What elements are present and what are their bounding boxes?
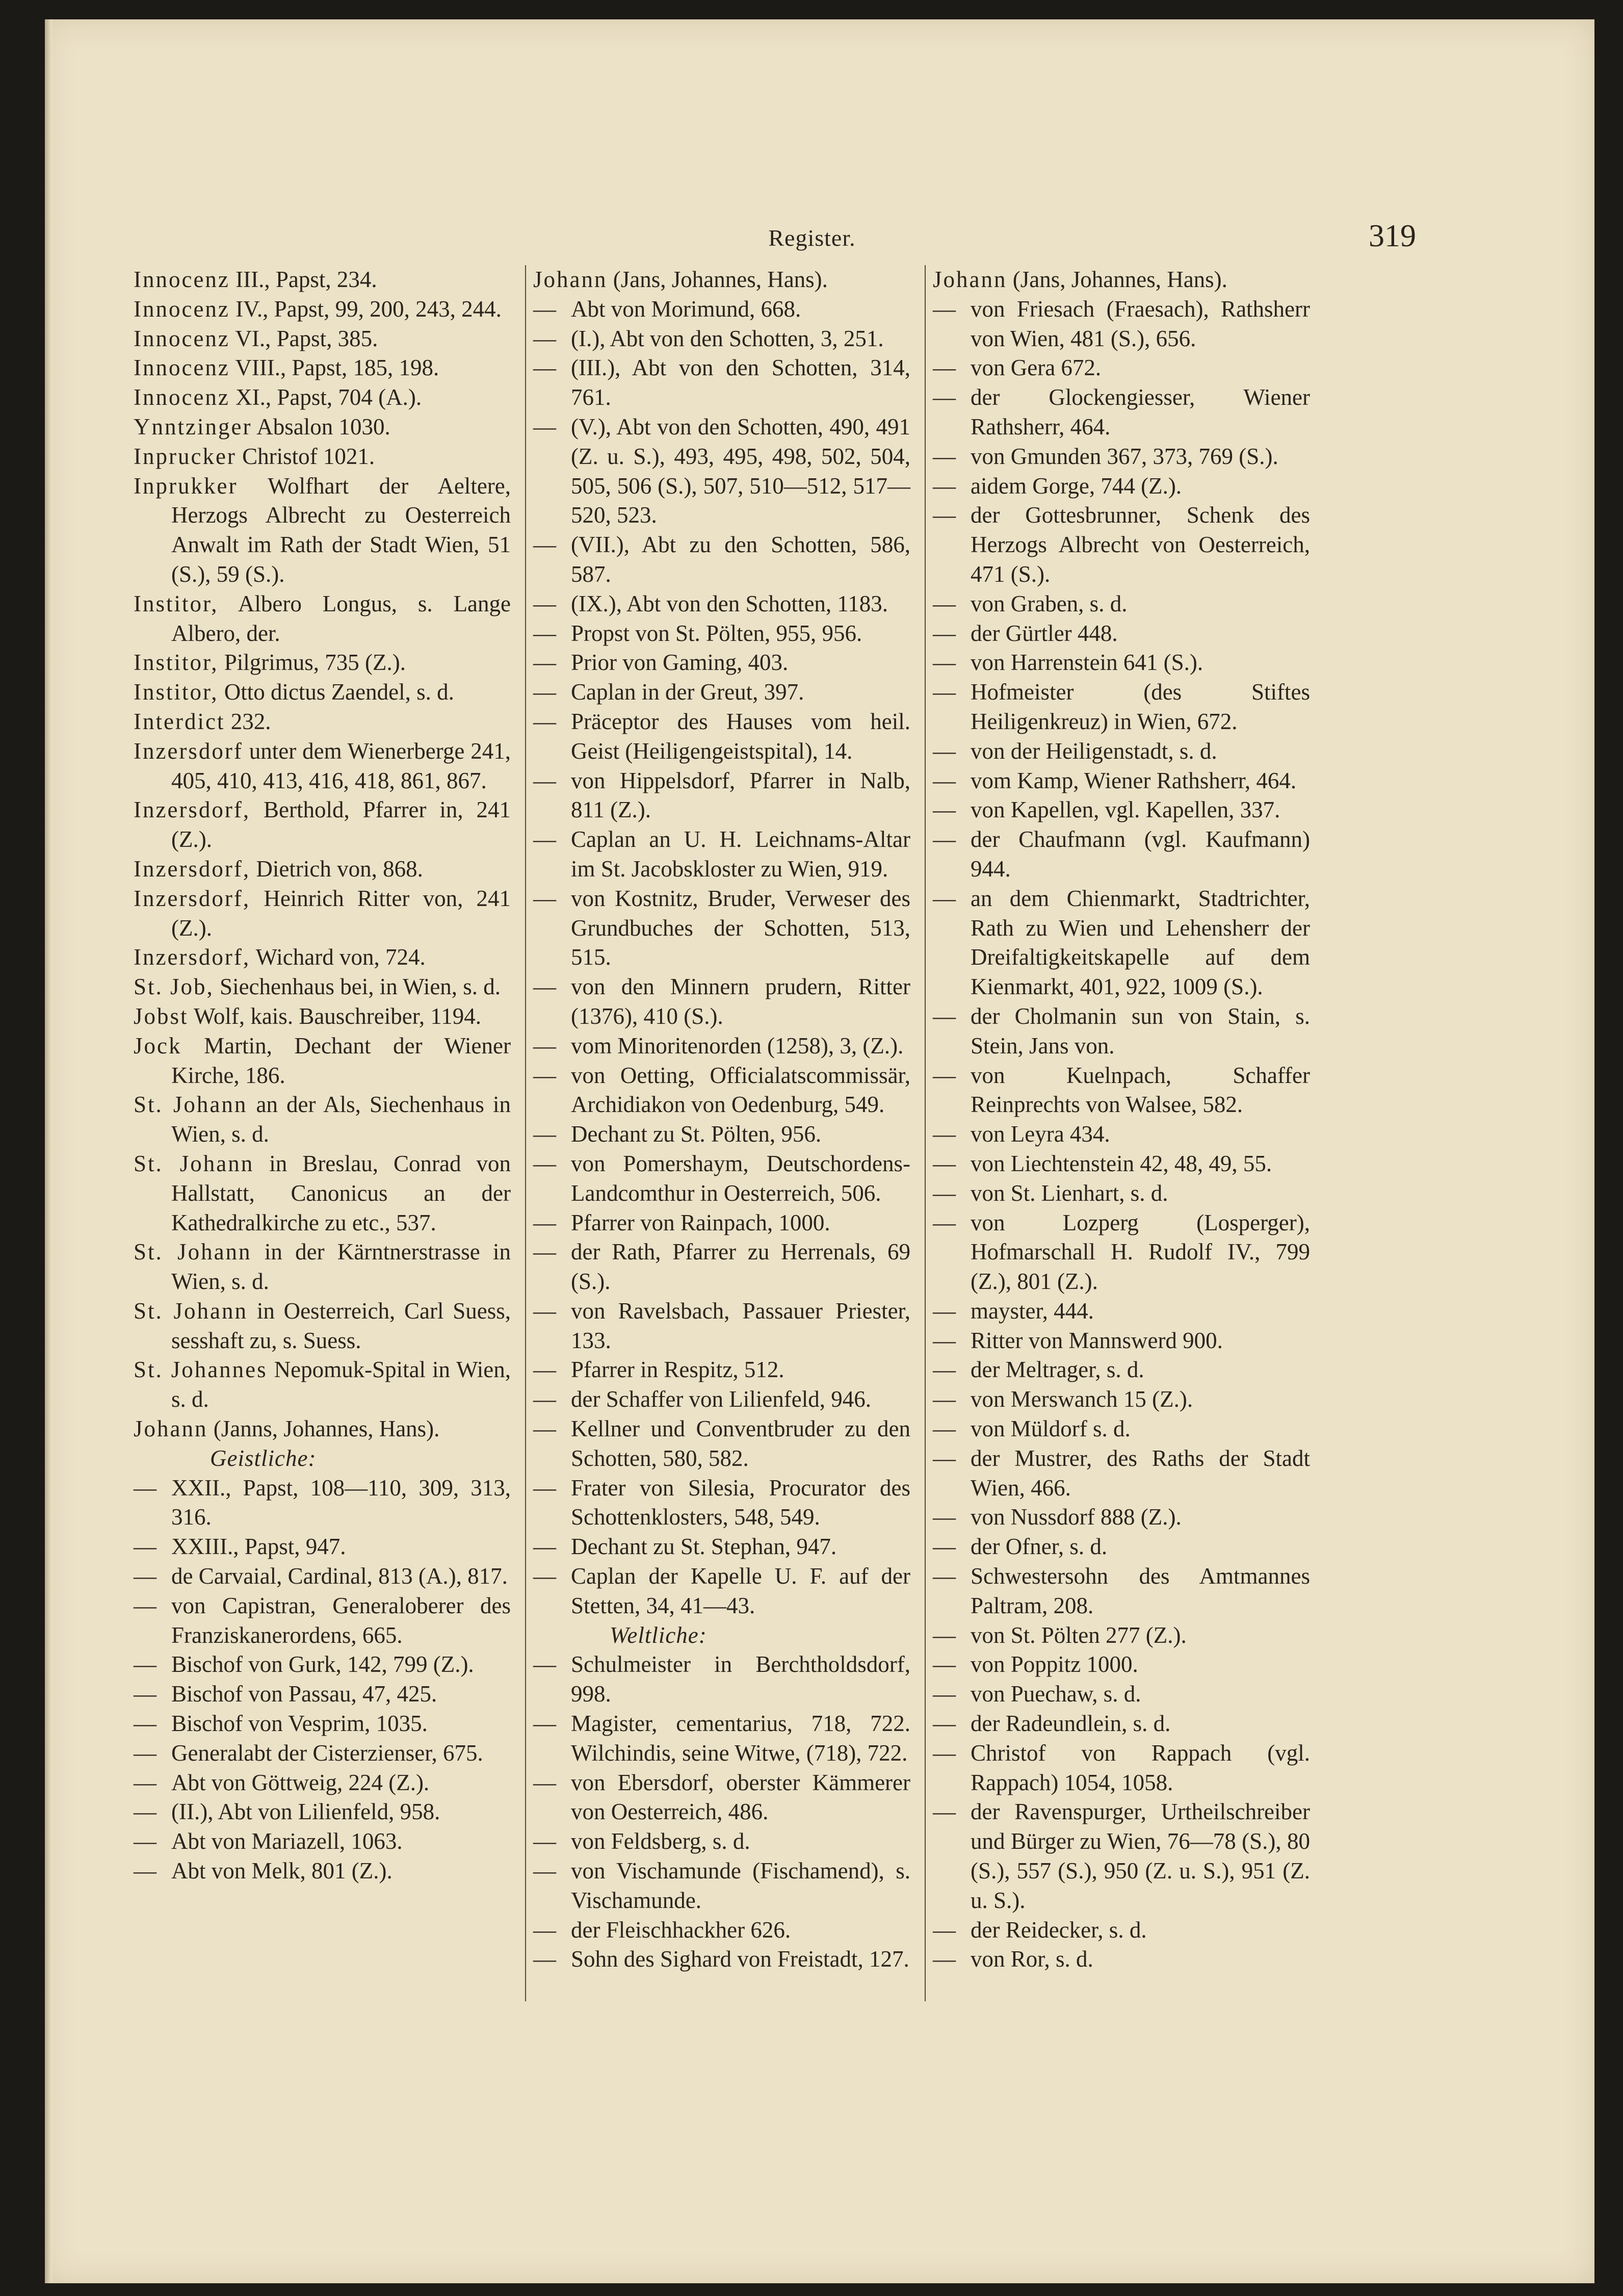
index-subentry bbox=[533, 1297, 910, 1356]
index-subentry bbox=[134, 1591, 511, 1650]
index-subentry bbox=[933, 1355, 1310, 1385]
subentry-text: von Puechaw, s. d. bbox=[971, 1681, 1141, 1707]
subentry-text: (V.), Abt von den Schotten, 490, 491 (Z. u. S.), 493, 495, 498, 502, 504, 505, 506 (S.), 507, 510—512, 517—520, 523. bbox=[571, 414, 910, 528]
subentry-text: Bischof von Passau, 47, 425. bbox=[171, 1681, 437, 1707]
subentry-text: Christof von Rappach (vgl. Rappach) 1054, 1058. bbox=[971, 1740, 1310, 1795]
subentry-text: der Radeundlein, s. d. bbox=[971, 1711, 1171, 1737]
entry-text: Pilgrimus, 735 (Z.). bbox=[218, 650, 406, 676]
subentry-text: Präceptor des Hauses vom heil. Geist (Heiligengeistspital), 14. bbox=[571, 708, 910, 764]
subentry-text: Abt von Melk, 801 (Z.). bbox=[171, 1858, 392, 1884]
entry-lemma: St. Johann bbox=[134, 1150, 254, 1176]
subentry-text: (IX.), Abt von den Schotten, 1183. bbox=[571, 590, 888, 616]
index-column-1 bbox=[134, 265, 511, 1886]
entry-lemma: St. Johann bbox=[134, 1239, 252, 1265]
index-entry bbox=[134, 678, 511, 707]
index-entry bbox=[134, 412, 511, 442]
entry-text: XI., Papst, 704 (A.). bbox=[229, 384, 422, 410]
index-subentry bbox=[933, 442, 1310, 472]
subentry-text: Caplan an U. H. Leichnams-Altar im St. Jacobskloster zu Wien, 919. bbox=[571, 827, 910, 882]
index-subentry bbox=[933, 472, 1310, 501]
entry-text: (Jans, Johannes, Hans). bbox=[607, 267, 828, 292]
entry-lemma: St. Johann bbox=[134, 1092, 248, 1118]
index-subentry bbox=[533, 884, 910, 972]
entry-text: Christof 1021. bbox=[236, 443, 375, 469]
subentry-text: von St. Lienhart, s. d. bbox=[971, 1180, 1168, 1206]
entry-lemma: Johann bbox=[933, 267, 1007, 292]
entry-lemma: Ynntzinger bbox=[134, 414, 252, 440]
index-subentry bbox=[533, 589, 910, 619]
index-entry bbox=[134, 1355, 511, 1414]
subentry-text: Caplan in der Greut, 397. bbox=[571, 679, 804, 705]
entry-text: Dietrich von, 868. bbox=[250, 856, 423, 882]
index-subentry bbox=[933, 1650, 1310, 1680]
entry-lemma: Innocenz bbox=[134, 325, 230, 351]
subentry-text: der Reidecker, s. d. bbox=[971, 1917, 1147, 1943]
subentry-text: Dechant zu St. Pölten, 956. bbox=[571, 1121, 822, 1147]
subentry-text: Schulmeister in Berchtholdsdorf, 998. bbox=[571, 1652, 910, 1707]
index-subentry bbox=[533, 1061, 910, 1120]
index-subentry bbox=[933, 1414, 1310, 1444]
entry-text: unter dem Wienerberge 241, 405, 410, 413, 416, 418, 861, 867. bbox=[171, 738, 511, 793]
index-subentry bbox=[533, 1562, 910, 1621]
subentry-text: von Gera 672. bbox=[971, 355, 1102, 381]
subentry-text: Pfarrer von Rainpach, 1000. bbox=[571, 1209, 830, 1235]
subentry-text: Propst von St. Pölten, 955, 956. bbox=[571, 620, 862, 646]
index-subentry bbox=[134, 1827, 511, 1856]
index-subentry bbox=[533, 1120, 910, 1149]
entry-text: Heinrich Ritter von, 241 (Z.). bbox=[171, 885, 511, 941]
subentry-text: der Glockengiesser, Wiener Rathsherr, 464. bbox=[971, 384, 1310, 440]
index-subentry bbox=[933, 737, 1310, 766]
index-subentry bbox=[933, 1709, 1310, 1739]
index-subentry bbox=[933, 1797, 1310, 1915]
entry-text: III., Papst, 234. bbox=[229, 267, 377, 292]
subentry-text: XXII., Papst, 108—110, 309, 313, 316. bbox=[171, 1475, 511, 1530]
subentry-text: (II.), Abt von Lilienfeld, 958. bbox=[171, 1799, 440, 1825]
index-subentry bbox=[933, 383, 1310, 442]
entry-lemma: St. Johannes bbox=[134, 1357, 268, 1383]
index-subentry bbox=[933, 353, 1310, 383]
index-entry bbox=[134, 1031, 511, 1091]
index-subentry bbox=[134, 1739, 511, 1768]
index-subentry bbox=[533, 353, 910, 412]
index-subentry bbox=[933, 295, 1310, 354]
index-entry bbox=[134, 442, 511, 472]
subentry-text: von Kuelnpach, Schaffer Reinprechts von Walsee, 582. bbox=[971, 1062, 1310, 1118]
subentry-text: von Harrenstein 641 (S.). bbox=[971, 650, 1203, 676]
subentry-text: mayster, 444. bbox=[971, 1298, 1094, 1324]
index-entry bbox=[134, 795, 511, 855]
index-subentry bbox=[933, 795, 1310, 825]
entry-lemma: Inzersdorf, bbox=[134, 944, 251, 970]
entry-text: IV., Papst, 99, 200, 243, 244. bbox=[229, 296, 502, 322]
entry-lemma: Institor, bbox=[134, 590, 219, 616]
subentry-text: Sohn des Sighard von Freistadt, 127. bbox=[571, 1946, 909, 1972]
index-subentry bbox=[533, 1031, 910, 1061]
subentry-text: XXIII., Papst, 947. bbox=[171, 1534, 346, 1560]
running-head: Register. bbox=[768, 225, 856, 251]
entry-lemma: Inzersdorf, bbox=[134, 797, 251, 823]
index-subentry bbox=[933, 1444, 1310, 1503]
index-entry bbox=[134, 383, 511, 412]
subentry-text: von Müldorf s. d. bbox=[971, 1416, 1131, 1442]
index-entry bbox=[134, 855, 511, 884]
entry-lemma: Inzersdorf, bbox=[134, 856, 251, 882]
index-subentry bbox=[533, 1149, 910, 1208]
subentry-text: Prior von Gaming, 403. bbox=[571, 650, 789, 676]
subentry-text: Hofmeister (des Stiftes Heiligenkreuz) in Wien, 672. bbox=[971, 679, 1310, 734]
subentry-text: (VII.), Abt zu den Schotten, 586, 587. bbox=[571, 532, 910, 587]
entry-lemma: Inzersdorf, bbox=[134, 885, 251, 911]
index-subentry bbox=[933, 678, 1310, 737]
entry-lemma: Interdict bbox=[134, 708, 225, 734]
subentry-text: der Chaufmann (vgl. Kaufmann) 944. bbox=[971, 827, 1310, 882]
column-rule-2 bbox=[925, 265, 926, 2001]
index-column-2 bbox=[533, 265, 910, 1974]
entry-text: in Oesterreich, Carl Suess, sesshaft zu, s. Suess. bbox=[171, 1298, 511, 1353]
index-subentry bbox=[533, 678, 910, 707]
index-subentry bbox=[533, 1827, 910, 1856]
subentry-text: von Ebersdorf, oberster Kämmerer von Oesterreich, 486. bbox=[571, 1769, 910, 1825]
index-entry bbox=[134, 1149, 511, 1237]
index-entry bbox=[134, 943, 511, 972]
index-subentry bbox=[933, 884, 1310, 1002]
subentry-text: von Lozperg (Losperger), Hofmarschall H. Rudolf IV., 799 (Z.), 801 (Z.). bbox=[971, 1209, 1310, 1295]
index-subentry bbox=[933, 1061, 1310, 1120]
index-subentry bbox=[933, 1179, 1310, 1208]
index-subentry bbox=[533, 1768, 910, 1827]
index-subentry bbox=[533, 972, 910, 1031]
subentry-text: der Rath, Pfarrer zu Herrenals, 69 (S.). bbox=[571, 1239, 910, 1295]
subentry-text: der Meltrager, s. d. bbox=[971, 1357, 1144, 1383]
index-entry bbox=[134, 589, 511, 649]
index-entry bbox=[134, 1002, 511, 1031]
section-heading: Geistliche: bbox=[210, 1445, 317, 1471]
entry-text: 232. bbox=[225, 708, 271, 734]
index-subentry bbox=[533, 619, 910, 649]
subentry-text: vom Kamp, Wiener Rathsherr, 464. bbox=[971, 767, 1297, 793]
subentry-text: von Oetting, Officialatscommissär, Archidiakon von Oedenburg, 549. bbox=[571, 1062, 910, 1118]
subentry-text: Abt von Mariazell, 1063. bbox=[171, 1828, 403, 1854]
subentry-text: von Feldsberg, s. d. bbox=[571, 1828, 750, 1854]
index-column-3 bbox=[933, 265, 1310, 1974]
entry-lemma: Johann bbox=[533, 267, 608, 292]
subentry-text: aidem Gorge, 744 (Z.). bbox=[971, 473, 1182, 499]
subentry-text: vom Minoritenorden (1258), 3, (Z.). bbox=[571, 1033, 904, 1059]
index-subentry bbox=[533, 1532, 910, 1562]
entry-text: (Janns, Johannes, Hans). bbox=[207, 1416, 440, 1442]
index-entry bbox=[134, 1297, 511, 1356]
index-subentry bbox=[533, 1414, 910, 1474]
entry-lemma: Innocenz bbox=[134, 355, 230, 381]
index-subentry bbox=[533, 1208, 910, 1238]
index-entry bbox=[134, 295, 511, 324]
subentry-text: von den Minnern prudern, Ritter (1376), 410 (S.). bbox=[571, 974, 910, 1029]
subentry-text: der Ravenspurger, Urtheilschreiber und Bürger zu Wien, 76—78 (S.), 80 (S.), 557 (S.), 950 (Z. u. S.), 951 (Z. u. S.). bbox=[971, 1799, 1310, 1913]
entry-text: Martin, Dechant der Wiener Kirche, 186. bbox=[171, 1033, 511, 1088]
index-subentry bbox=[933, 619, 1310, 649]
subentry-text: Kellner und Conventbruder zu den Schotten, 580, 582. bbox=[571, 1416, 910, 1471]
subentry-text: der Schaffer von Lilienfeld, 946. bbox=[571, 1386, 871, 1412]
subentry-text: von Poppitz 1000. bbox=[971, 1652, 1138, 1678]
subentry-text: von Capistran, Generaloberer des Franziskanerordens, 665. bbox=[171, 1592, 511, 1648]
index-subentry bbox=[933, 1297, 1310, 1326]
subentry-text: von Pomershaym, Deutschordens-Landcomthur in Oesterreich, 506. bbox=[571, 1150, 910, 1206]
entry-lemma: St. Job, bbox=[134, 974, 214, 1000]
subentry-text: Dechant zu St. Stephan, 947. bbox=[571, 1534, 837, 1560]
subentry-text: Abt von Morimund, 668. bbox=[571, 296, 801, 322]
index-subentry bbox=[933, 766, 1310, 796]
subentry-text: von Graben, s. d. bbox=[971, 590, 1128, 616]
index-subentry bbox=[533, 324, 910, 354]
index-entry bbox=[134, 1414, 511, 1444]
index-subentry bbox=[533, 1474, 910, 1533]
subentry-text: Caplan der Kapelle U. F. auf der Stetten, 34, 41—43. bbox=[571, 1563, 910, 1618]
entry-lemma: Innocenz bbox=[134, 384, 230, 410]
index-subentry bbox=[533, 1856, 910, 1916]
subentry-text: Abt von Göttweig, 224 (Z.). bbox=[171, 1769, 430, 1795]
index-subentry bbox=[134, 1768, 511, 1798]
index-subentry bbox=[933, 1680, 1310, 1709]
index-entry bbox=[933, 265, 1310, 295]
index-subentry bbox=[134, 1856, 511, 1886]
entry-text: Albero Longus, s. Lange Albero, der. bbox=[171, 590, 511, 646]
entry-lemma: Inprukker bbox=[134, 473, 238, 499]
subentry-text: von Kostnitz, Bruder, Verweser des Grundbuches der Schotten, 513, 515. bbox=[571, 885, 910, 970]
index-subentry bbox=[933, 1002, 1310, 1061]
entry-text: an der Als, Siechenhaus in Wien, s. d. bbox=[171, 1092, 511, 1147]
page-number: 319 bbox=[1369, 219, 1416, 253]
subentry-text: de Carvaial, Cardinal, 813 (A.), 817. bbox=[171, 1563, 508, 1589]
index-subentry bbox=[533, 1355, 910, 1385]
index-subentry bbox=[533, 648, 910, 678]
subentry-text: von St. Pölten 277 (Z.). bbox=[971, 1622, 1187, 1648]
entry-text: (Jans, Johannes, Hans). bbox=[1007, 267, 1227, 292]
column-rule-1 bbox=[525, 265, 526, 2001]
index-entry bbox=[134, 737, 511, 796]
index-subentry bbox=[933, 1149, 1310, 1179]
index-subentry bbox=[533, 295, 910, 324]
index-entry bbox=[134, 324, 511, 354]
subentry-text: der Gottesbrunner, Schenk des Herzogs Albrecht von Oesterreich, 471 (S.). bbox=[971, 502, 1310, 587]
index-subentry bbox=[533, 707, 910, 766]
index-subentry bbox=[933, 589, 1310, 619]
index-subentry bbox=[933, 1532, 1310, 1562]
index-subentry bbox=[933, 1562, 1310, 1621]
entry-text: Berthold, Pfarrer in, 241 (Z.). bbox=[171, 797, 511, 853]
index-subentry bbox=[933, 1385, 1310, 1414]
subentry-text: der Mustrer, des Raths der Stadt Wien, 466. bbox=[971, 1445, 1310, 1501]
index-subentry bbox=[134, 1709, 511, 1739]
index-subentry bbox=[533, 1237, 910, 1297]
subentry-text: der Ofner, s. d. bbox=[971, 1534, 1108, 1560]
index-entry bbox=[134, 884, 511, 943]
index-entry bbox=[134, 1090, 511, 1149]
subentry-text: Schwestersohn des Amtmannes Paltram, 208. bbox=[971, 1563, 1310, 1618]
subentry-text: der Fleischhackher 626. bbox=[571, 1917, 791, 1943]
entry-text: Nepomuk-Spital in Wien, s. d. bbox=[171, 1357, 511, 1412]
index-subentry bbox=[933, 648, 1310, 678]
index-subentry bbox=[933, 1916, 1310, 1945]
entry-text: Otto dictus Zaendel, s. d. bbox=[218, 679, 454, 705]
index-subentry bbox=[533, 1385, 910, 1414]
subentry-text: Bischof von Gurk, 142, 799 (Z.). bbox=[171, 1652, 474, 1678]
entry-text: VIII., Papst, 185, 198. bbox=[229, 355, 439, 381]
index-subentry bbox=[533, 1709, 910, 1768]
subentry-text: von Kapellen, vgl. Kapellen, 337. bbox=[971, 797, 1280, 823]
entry-text: in Breslau, Conrad von Hallstatt, Canonicus an der Kathedralkirche zu etc., 537. bbox=[171, 1150, 511, 1235]
index-entry bbox=[134, 353, 511, 383]
index-subentry bbox=[933, 1120, 1310, 1149]
index-subentry bbox=[933, 1326, 1310, 1356]
subentry-text: von Liechtenstein 42, 48, 49, 55. bbox=[971, 1150, 1272, 1176]
entry-lemma: Institor, bbox=[134, 650, 219, 676]
entry-text: VI., Papst, 385. bbox=[229, 325, 378, 351]
index-subentry bbox=[533, 530, 910, 589]
subentry-text: von Gmunden 367, 373, 769 (S.). bbox=[971, 443, 1278, 469]
entry-text: Wolf, kais. Bauschreiber, 1194. bbox=[188, 1003, 481, 1029]
index-subentry bbox=[533, 1650, 910, 1709]
subentry-text: (I.), Abt von den Schotten, 3, 251. bbox=[571, 325, 884, 351]
entry-lemma: St. Johann bbox=[134, 1298, 248, 1324]
subentry-text: von Ror, s. d. bbox=[971, 1946, 1093, 1972]
subentry-text: (III.), Abt von den Schotten, 314, 761. bbox=[571, 355, 910, 410]
index-entry bbox=[134, 472, 511, 589]
entry-text: Wichard von, 724. bbox=[250, 944, 426, 970]
index-subentry bbox=[933, 1208, 1310, 1297]
subentry-text: Magister, cementarius, 718, 722. Wilchindis, seine Witwe, (718), 722. bbox=[571, 1711, 910, 1766]
index-subentry bbox=[134, 1532, 511, 1562]
index-entry bbox=[134, 648, 511, 678]
index-subentry bbox=[134, 1650, 511, 1680]
subentry-text: von Leyra 434. bbox=[971, 1121, 1110, 1147]
index-subentry bbox=[533, 1916, 910, 1945]
index-subentry bbox=[533, 825, 910, 884]
index-entry bbox=[134, 265, 511, 295]
index-subentry bbox=[134, 1562, 511, 1591]
entry-text: in der Kärntnerstrasse in Wien, s. d. bbox=[171, 1239, 511, 1295]
page-spine-shadow bbox=[45, 19, 52, 2283]
index-subentry bbox=[933, 825, 1310, 884]
subentry-text: von Nussdorf 888 (Z.). bbox=[971, 1504, 1182, 1530]
entry-text: Siechenhaus bei, in Wien, s. d. bbox=[214, 974, 501, 1000]
index-entry bbox=[134, 1237, 511, 1297]
index-subentry bbox=[533, 766, 910, 825]
index-subentry bbox=[134, 1474, 511, 1533]
subentry-text: Bischof von Vesprim, 1035. bbox=[171, 1711, 428, 1737]
index-subentry bbox=[933, 1503, 1310, 1532]
index-subentry bbox=[933, 501, 1310, 589]
entry-text: Absalon 1030. bbox=[252, 414, 390, 440]
index-subentry bbox=[134, 1797, 511, 1827]
subentry-text: von Hippelsdorf, Pfarrer in Nalb, 811 (Z.). bbox=[571, 767, 910, 823]
index-subentry bbox=[933, 1945, 1310, 1974]
entry-lemma: Innocenz bbox=[134, 267, 230, 292]
subentry-text: Ritter von Mannswerd 900. bbox=[971, 1327, 1223, 1353]
subentry-text: von Friesach (Fraesach), Rathsherr von Wien, 481 (S.), 656. bbox=[971, 296, 1310, 351]
subentry-text: Frater von Silesia, Procurator des Schottenklosters, 548, 549. bbox=[571, 1475, 910, 1530]
subentry-text: Pfarrer in Respitz, 512. bbox=[571, 1357, 784, 1383]
index-subentry bbox=[134, 1680, 511, 1709]
entry-lemma: Inprucker bbox=[134, 443, 237, 469]
entry-lemma: Innocenz bbox=[134, 296, 230, 322]
subentry-text: Generalabt der Cisterzienser, 675. bbox=[171, 1740, 483, 1766]
subentry-text: von Ravelsbach, Passauer Priester, 133. bbox=[571, 1298, 910, 1353]
index-subentry bbox=[533, 1945, 910, 1974]
subentry-text: von Vischamunde (Fischamend), s. Vischamunde. bbox=[571, 1858, 910, 1913]
index-subentry bbox=[533, 412, 910, 530]
subentry-text: an dem Chienmarkt, Stadtrichter, Rath zu Wien und Lehensherr der Dreifaltigkeitskapelle auf dem Kienmarkt, 401, 922, 1009 (S.). bbox=[971, 885, 1310, 1000]
entry-lemma: Johann bbox=[134, 1416, 208, 1442]
entry-lemma: Jobst bbox=[134, 1003, 189, 1029]
entry-lemma: Jock bbox=[134, 1033, 182, 1059]
section-heading: Weltliche: bbox=[610, 1622, 707, 1648]
index-subentry bbox=[933, 1621, 1310, 1650]
index-subentry bbox=[933, 1739, 1310, 1798]
subentry-text: der Gürtler 448. bbox=[971, 620, 1118, 646]
entry-lemma: Inzersdorf bbox=[134, 738, 243, 764]
subentry-text: der Cholmanin sun von Stain, s. Stein, Jans von. bbox=[971, 1003, 1310, 1059]
index-entry bbox=[533, 265, 910, 295]
index-entry bbox=[134, 707, 511, 737]
index-entry bbox=[134, 972, 511, 1002]
entry-lemma: Institor, bbox=[134, 679, 219, 705]
subentry-text: von Merswanch 15 (Z.). bbox=[971, 1386, 1193, 1412]
entry-text: Wolfhart der Aeltere, Herzogs Albrecht zu Oesterreich Anwalt im Rath der Stadt Wien, 51 (S.), 59 (S.). bbox=[171, 473, 511, 587]
subentry-text: von der Heiligenstadt, s. d. bbox=[971, 738, 1217, 764]
